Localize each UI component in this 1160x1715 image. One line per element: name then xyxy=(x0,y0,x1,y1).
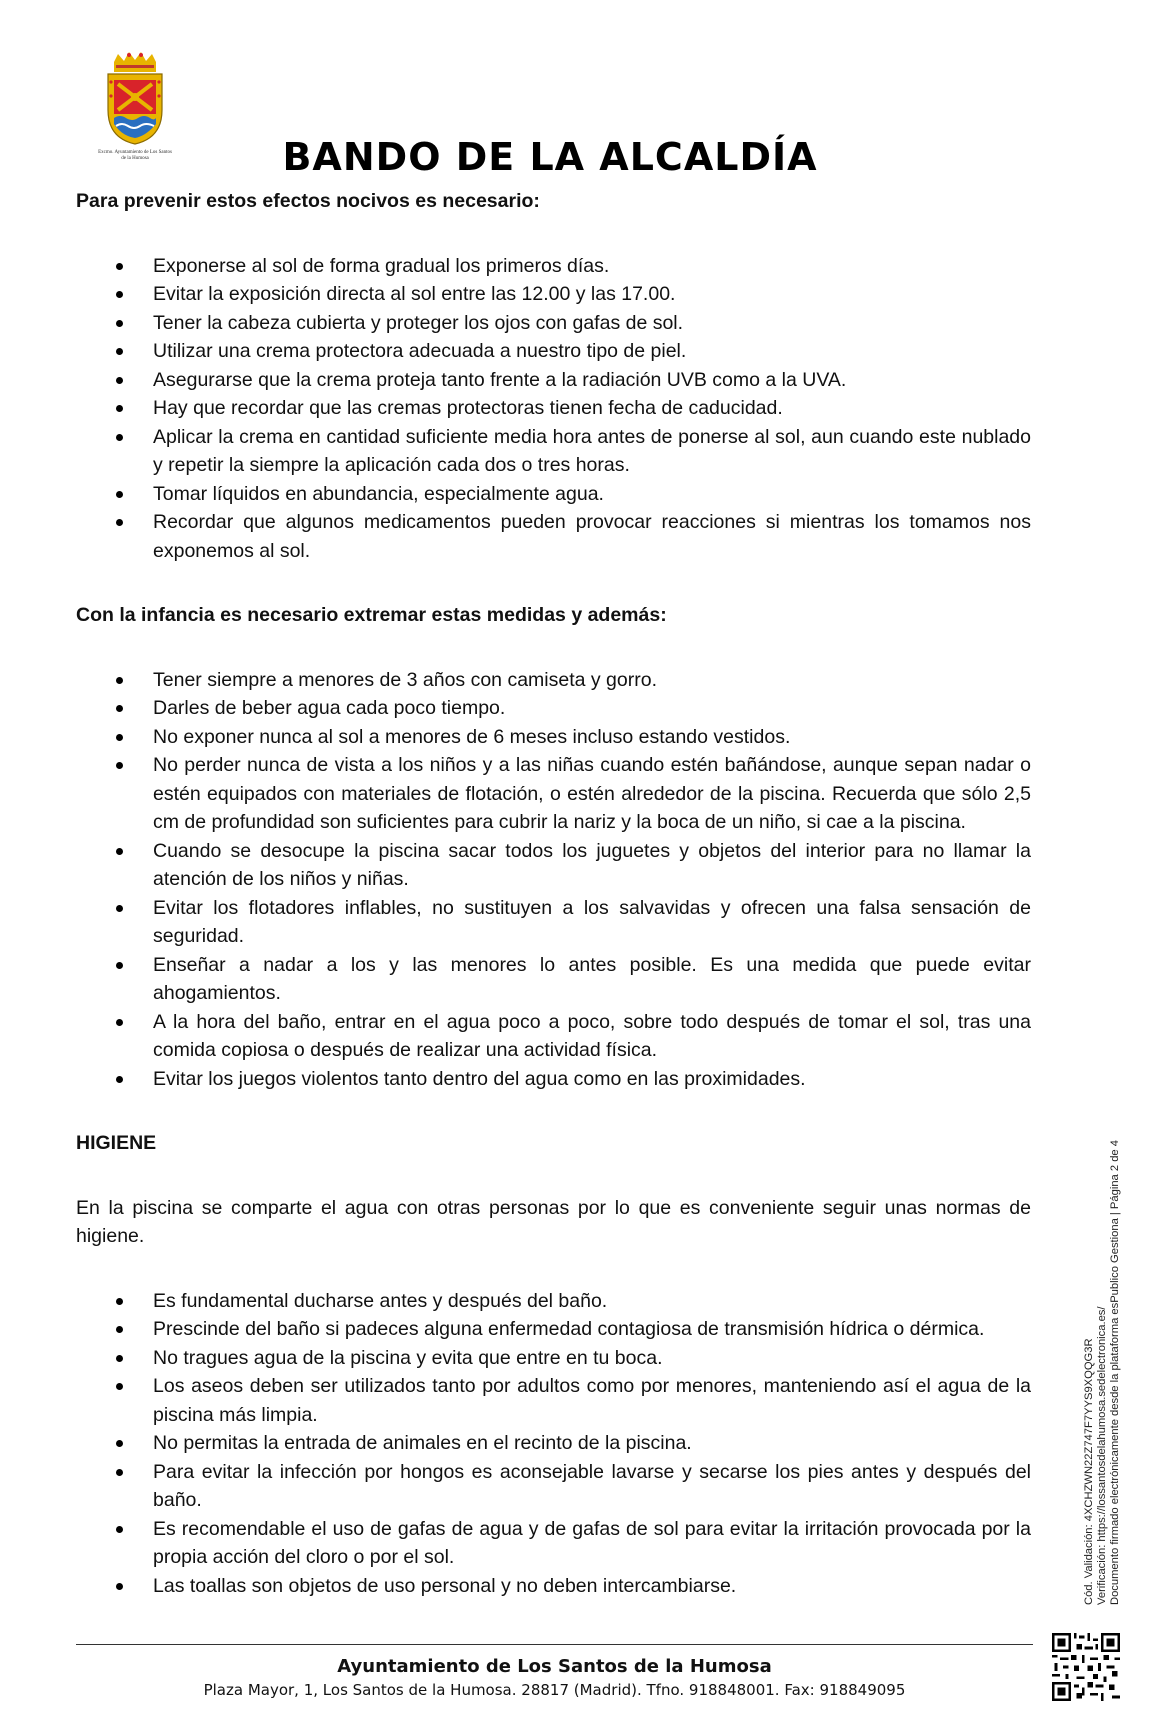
bullet-icon xyxy=(116,348,123,355)
hygiene-list xyxy=(76,1287,1031,1601)
list-item: No permitas la entrada de animales en el recinto de la piscina. xyxy=(76,1429,1031,1458)
footer-divider xyxy=(76,1644,1033,1645)
list-item: Tomar líquidos en abundancia, especialmente agua. xyxy=(76,480,1031,509)
bullet-icon xyxy=(116,1469,123,1476)
list-item: Cuando se desocupe la piscina sacar todos los juguetes y objetos del interior para no llamar la atención de los niños y niñas. xyxy=(76,837,1031,894)
verification-link[interactable]: Verificación: https://lossantosdelahumosa.sedelectronica.es/ xyxy=(1096,1306,1108,1605)
bullet-icon xyxy=(116,705,123,712)
prevention-list xyxy=(76,252,1031,566)
qr-code-icon xyxy=(1052,1633,1120,1701)
list-item: Evitar los juegos violentos tanto dentro del agua como en las proximidades. xyxy=(76,1065,1031,1094)
list-item: No perder nunca de vista a los niños y a las niñas cuando estén bañándose, aunque sepan nadar o estén equipados con materiales de flotación, o estén alrededor de la piscina. Recuerda que sólo 2,5 cm de profundidad son suficientes para cubrir la nariz y la boca de un niño, si cae a la piscina. xyxy=(76,751,1031,837)
bullet-icon xyxy=(116,1326,123,1333)
footer-address: Plaza Mayor, 1, Los Santos de la Humosa. 28817 (Madrid). Tfno. 918848001. Fax: 918849095 xyxy=(203,1681,906,1699)
bullet-icon xyxy=(116,677,123,684)
validation-code: Cód. Validación: 4XCHZWN22Z747F7YYS9XQQG3R xyxy=(1083,1338,1095,1605)
bullet-icon xyxy=(116,1298,123,1305)
list-item: Los aseos deben ser utilizados tanto por adultos como por menores, manteniendo así el agua de la piscina más limpia. xyxy=(76,1372,1031,1429)
list-item: Hay que recordar que las cremas protectoras tienen fecha de caducidad. xyxy=(76,394,1031,423)
list-item: Asegurarse que la crema proteja tanto frente a la radiación UVB como a la UVA. xyxy=(76,366,1031,395)
list-item: Evitar los flotadores inflables, no sustituyen a los salvavidas y ofrecen una falsa sensación de seguridad. xyxy=(76,894,1031,951)
list-item: Evitar la exposición directa al sol entre las 12.00 y las 17.00. xyxy=(76,280,1031,309)
coat-of-arms-icon xyxy=(96,52,174,148)
list-item: Las toallas son objetos de uso personal y no deben intercambiarse. xyxy=(76,1572,1031,1601)
list-item: Recordar que algunos medicamentos pueden provocar reacciones si mientras los tomamos nos exponemos al sol. xyxy=(76,508,1031,565)
municipal-crest xyxy=(96,52,174,170)
bullet-icon xyxy=(116,405,123,412)
bullet-icon xyxy=(116,320,123,327)
bullet-icon xyxy=(116,1383,123,1390)
bullet-icon xyxy=(116,1583,123,1590)
bullet-icon xyxy=(116,291,123,298)
list-item: No tragues agua de la piscina y evita que entre en tu boca. xyxy=(76,1344,1031,1373)
bullet-icon xyxy=(116,519,123,526)
bullet-icon xyxy=(116,1526,123,1533)
bullet-icon xyxy=(116,1440,123,1447)
bullet-icon xyxy=(116,491,123,498)
footer-organization: Ayuntamiento de Los Santos de la Humosa xyxy=(337,1656,772,1677)
list-item: Aplicar la crema en cantidad suficiente media hora antes de ponerse al sol, aun cuando este nublado y repetir la siempre la aplicación cada dos o tres horas. xyxy=(76,423,1031,480)
bullet-icon xyxy=(116,762,123,769)
list-item: Darles de beber agua cada poco tiempo. xyxy=(76,694,1031,723)
qr-code[interactable] xyxy=(1052,1633,1120,1701)
prevention-heading: Para prevenir estos efectos nocivos es necesario: xyxy=(76,190,540,212)
list-item: Para evitar la infección por hongos es aconsejable lavarse y secarse los pies antes y después del baño. xyxy=(76,1458,1031,1515)
children-list xyxy=(76,666,1031,1094)
bullet-icon xyxy=(116,263,123,270)
list-item: Tener siempre a menores de 3 años con camiseta y gorro. xyxy=(76,666,1031,695)
signature-notice: Documento firmado electrónicamente desde la plataforma esPublico Gestiona | Página 2 de 4 xyxy=(1109,1140,1121,1605)
list-item: Tener la cabeza cubierta y proteger los ojos con gafas de sol. xyxy=(76,309,1031,338)
validation-sidebar xyxy=(1083,1140,1122,1605)
bullet-icon xyxy=(116,434,123,441)
list-item: No exponer nunca al sol a menores de 6 meses incluso estando vestidos. xyxy=(76,723,1031,752)
hygiene-intro: En la piscina se comparte el agua con otras personas por lo que es conveniente seguir unas normas de higiene. xyxy=(76,1196,1031,1247)
hygiene-heading: HIGIENE xyxy=(76,1132,157,1154)
list-item: Prescinde del baño si padeces alguna enfermedad contagiosa de transmisión hídrica o dérmica. xyxy=(76,1315,1031,1344)
list-item: Enseñar a nadar a los y las menores lo antes posible. Es una medida que puede evitar ahogamientos. xyxy=(76,951,1031,1008)
children-heading: Con la infancia es necesario extremar estas medidas y además: xyxy=(76,604,667,626)
bullet-icon xyxy=(116,905,123,912)
bullet-icon xyxy=(116,734,123,741)
bullet-icon xyxy=(116,1019,123,1026)
list-item: Exponerse al sol de forma gradual los primeros días. xyxy=(76,252,1031,281)
list-item: Es fundamental ducharse antes y después del baño. xyxy=(76,1287,1031,1316)
bullet-icon xyxy=(116,848,123,855)
bullet-icon xyxy=(116,962,123,969)
bullet-icon xyxy=(116,377,123,384)
bullet-icon xyxy=(116,1076,123,1083)
list-item: Utilizar una crema protectora adecuada a nuestro tipo de piel. xyxy=(76,337,1031,366)
list-item: A la hora del baño, entrar en el agua poco a poco, sobre todo después de tomar el sol, tras una comida copiosa o después de realizar una actividad física. xyxy=(76,1008,1031,1065)
crest-caption: Excmo. Ayuntamiento de Los Santos de la Humosa xyxy=(98,150,172,161)
bullet-icon xyxy=(116,1355,123,1362)
document-title: BANDO DE LA ALCALDÍA xyxy=(282,135,818,179)
document-body xyxy=(76,187,1031,1600)
list-item: Es recomendable el uso de gafas de agua y de gafas de sol para evitar la irritación provocada por la propia acción del cloro o por el sol. xyxy=(76,1515,1031,1572)
